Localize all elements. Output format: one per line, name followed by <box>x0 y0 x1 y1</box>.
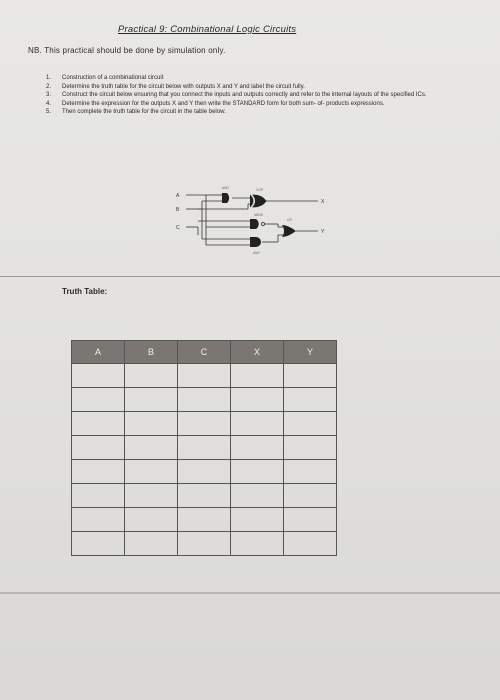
instruction-step <box>46 74 476 83</box>
table-cell[interactable] <box>72 364 125 388</box>
page-title: Practical 9: Combinational Logic Circuits <box>118 24 297 35</box>
step-text: Construction of a combinational circuit <box>62 75 164 81</box>
gate-label-and-bottom: AND <box>253 251 260 255</box>
table-cell[interactable] <box>72 388 125 412</box>
table-cell[interactable] <box>178 484 231 508</box>
nand-bubble <box>262 223 265 226</box>
table-cell[interactable] <box>178 460 231 484</box>
gate-label-nand: NAND <box>254 213 264 217</box>
table-cell[interactable] <box>125 532 178 556</box>
table-cell[interactable] <box>125 460 178 484</box>
input-label-c: C <box>176 225 180 231</box>
table-cell[interactable] <box>284 412 337 436</box>
input-label-b: B <box>176 207 180 213</box>
table-cell[interactable] <box>231 460 284 484</box>
table-cell[interactable] <box>231 364 284 388</box>
instruction-step <box>46 83 476 92</box>
table-cell[interactable] <box>125 484 178 508</box>
table-cell[interactable] <box>178 388 231 412</box>
truth-table-header-row <box>72 341 337 364</box>
table-cell[interactable] <box>284 364 337 388</box>
step-number: 1. <box>46 75 52 81</box>
table-cell[interactable] <box>284 460 337 484</box>
table-row <box>72 460 337 484</box>
table-cell[interactable] <box>231 508 284 532</box>
logic-circuit-diagram <box>170 183 340 263</box>
output-label-y: Y <box>321 229 325 235</box>
table-row <box>72 436 337 460</box>
table-cell[interactable] <box>125 412 178 436</box>
header-a: A <box>72 341 125 364</box>
truth-table-label: Truth Table: <box>62 287 108 296</box>
section-divider <box>0 276 500 277</box>
nand-gate <box>250 219 259 229</box>
and-gate-1 <box>222 193 229 203</box>
or-gate <box>282 225 296 237</box>
simulation-note: NB. This practical should be done by simulation only. <box>28 46 226 55</box>
table-cell[interactable] <box>125 388 178 412</box>
header-b: B <box>125 341 178 364</box>
table-cell[interactable] <box>125 508 178 532</box>
table-cell[interactable] <box>284 436 337 460</box>
table-cell[interactable] <box>231 388 284 412</box>
table-row <box>72 484 337 508</box>
table-cell[interactable] <box>231 412 284 436</box>
table-cell[interactable] <box>178 508 231 532</box>
table-cell[interactable] <box>284 388 337 412</box>
header-y: Y <box>284 341 337 364</box>
step-number: 4. <box>46 100 52 107</box>
header-c: C <box>178 341 231 364</box>
step-number: 3. <box>46 92 52 99</box>
instruction-step <box>46 91 476 100</box>
table-cell[interactable] <box>72 460 125 484</box>
gate-label-xor: XOR <box>256 188 263 192</box>
instruction-step <box>46 108 476 117</box>
output-label-x: X <box>321 199 325 205</box>
table-row <box>72 532 337 556</box>
input-label-a: A <box>176 193 180 199</box>
table-cell[interactable] <box>284 508 337 532</box>
table-cell[interactable] <box>231 532 284 556</box>
xor-gate <box>250 195 266 207</box>
table-row <box>72 388 337 412</box>
table-cell[interactable] <box>72 436 125 460</box>
step-text: Determine the truth table for the circuit below with outputs X and Y and label the circuit fully. <box>62 83 305 90</box>
table-cell[interactable] <box>284 532 337 556</box>
table-cell[interactable] <box>284 484 337 508</box>
and-gate-2 <box>250 237 261 247</box>
table-cell[interactable] <box>125 364 178 388</box>
table-cell[interactable] <box>125 436 178 460</box>
table-cell[interactable] <box>72 412 125 436</box>
table-cell[interactable] <box>231 484 284 508</box>
table-cell[interactable] <box>178 436 231 460</box>
gate-label-or: OR <box>287 218 292 222</box>
step-number: 2. <box>46 83 52 90</box>
instruction-step <box>46 100 476 109</box>
step-text: Determine the expression for the outputs X and Y then write the STANDARD form for both sum- of- products expressions. <box>62 100 385 107</box>
instruction-list <box>46 74 476 117</box>
gate-label-and: AND <box>222 186 229 190</box>
step-text: Construct the circuit below ensuring that you connect the inputs and outputs correctly and refer to the internal layouts of the specified ICs. <box>62 92 427 99</box>
table-cell[interactable] <box>72 532 125 556</box>
truth-table-body <box>72 364 337 556</box>
table-cell[interactable] <box>178 364 231 388</box>
table-cell[interactable] <box>72 508 125 532</box>
table-row <box>72 508 337 532</box>
table-row <box>72 364 337 388</box>
step-text: Then complete the truth table for the circuit in the table below. <box>62 109 226 116</box>
table-cell[interactable] <box>178 412 231 436</box>
table-cell[interactable] <box>231 436 284 460</box>
truth-table <box>71 340 337 556</box>
page-fold-line <box>0 592 500 594</box>
table-cell[interactable] <box>178 532 231 556</box>
header-x: X <box>231 341 284 364</box>
table-cell[interactable] <box>72 484 125 508</box>
step-number: 5. <box>46 109 52 116</box>
table-row <box>72 412 337 436</box>
